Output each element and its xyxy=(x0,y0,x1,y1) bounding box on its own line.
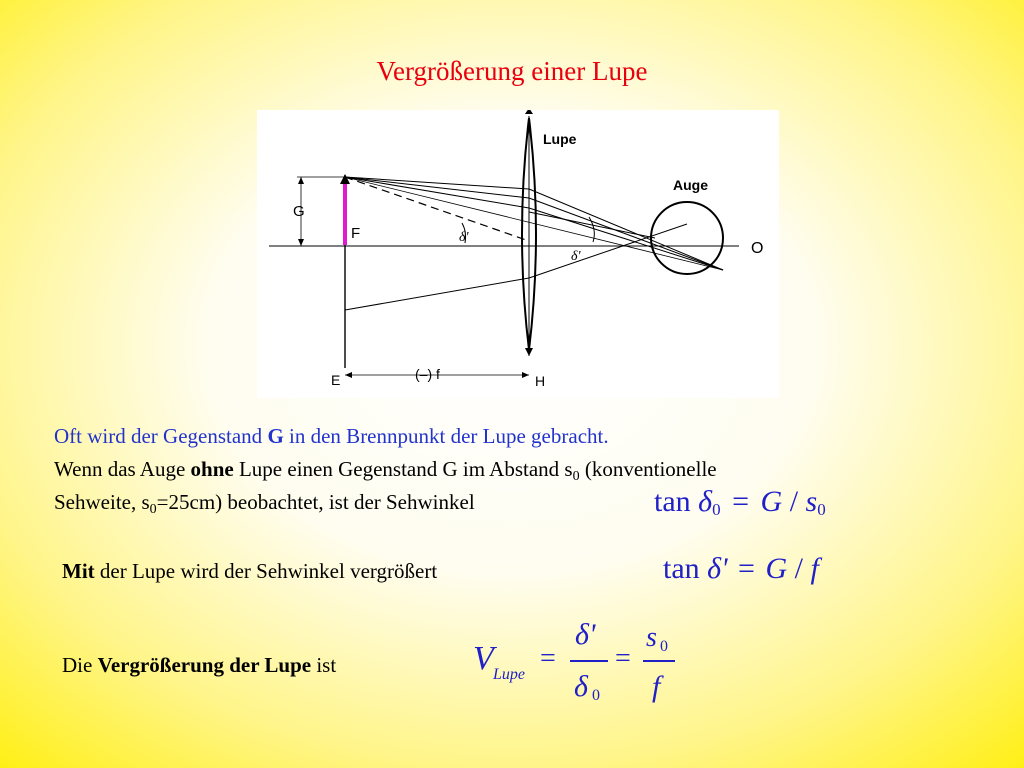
f1-s: s xyxy=(805,485,818,518)
label-g: G xyxy=(293,203,305,220)
f1-delta-sub: 0 xyxy=(712,500,721,519)
label-focal: (–) f xyxy=(415,366,440,382)
label-h: H xyxy=(535,373,546,389)
para1-text-c: in den Brennpunkt der Lupe gebracht. xyxy=(283,424,609,448)
f2-tan: tan xyxy=(663,552,700,585)
para4-text-a: Die xyxy=(62,653,98,677)
f3-v: V xyxy=(473,640,494,677)
para2-line2-sub: 0 xyxy=(149,502,157,517)
magnifier-diagram xyxy=(257,110,779,398)
para1-text-g: G xyxy=(267,424,284,448)
f3-num2: s xyxy=(646,622,657,653)
f3-frac1-bar xyxy=(570,660,608,662)
lens-bottom-arrow xyxy=(525,348,533,356)
para2-text-d: (konventionelle xyxy=(579,457,717,481)
f1-eq: = xyxy=(732,485,750,518)
f2-slash: / xyxy=(794,552,803,585)
f3-den1-sub: 0 xyxy=(592,687,600,704)
para-with-lens xyxy=(62,561,437,582)
magnifier-diagram-svg xyxy=(257,110,779,398)
para2-text-a: Wenn das Auge xyxy=(54,457,191,481)
para2-sub: 0 xyxy=(572,469,580,484)
f3-den2: f xyxy=(652,670,661,703)
para-focus-statement xyxy=(54,426,609,447)
f1-tan: tan xyxy=(654,485,691,518)
label-delta-prime-1: δ' xyxy=(459,230,469,245)
para2-line2-a: Sehweite, s xyxy=(54,490,150,514)
chief-ray-dashed xyxy=(345,177,529,241)
g-dim-arrow-top xyxy=(298,177,304,184)
f2-delta: δ' xyxy=(707,552,728,585)
slide-title: Vergrößerung einer Lupe xyxy=(376,56,648,86)
object-arrowhead xyxy=(340,174,350,184)
f3-den1: δ xyxy=(574,670,588,703)
eye-circle xyxy=(651,202,723,274)
label-o: O xyxy=(751,240,764,257)
label-delta-prime-2: δ' xyxy=(571,249,581,264)
focal-dim-arrow-right xyxy=(522,372,529,378)
para4-text-c: ist xyxy=(311,653,337,677)
f1-slash: / xyxy=(789,485,799,518)
g-dim-arrow-bottom xyxy=(298,239,304,246)
label-e: E xyxy=(331,372,341,388)
f3-num1: δ' xyxy=(575,618,596,651)
f1-s-sub: 0 xyxy=(817,500,826,519)
f1-delta: δ xyxy=(698,485,713,518)
ray-3a xyxy=(345,177,529,208)
label-auge: Auge xyxy=(673,177,708,193)
para-magnification xyxy=(62,655,336,676)
ray-through-eye xyxy=(529,212,655,238)
f3-eq1: = xyxy=(540,643,556,674)
para1-text-a: Oft wird der Gegenstand xyxy=(54,424,268,448)
para4-text-b: Vergrößerung der Lupe xyxy=(97,653,312,677)
label-lupe: Lupe xyxy=(543,131,577,147)
focal-dim-arrow-left xyxy=(345,372,352,378)
f3-v-sub: Lupe xyxy=(493,666,525,683)
formula-tan-delta0 xyxy=(654,487,826,517)
ray-3b xyxy=(529,208,723,270)
lens-top-arrow xyxy=(525,110,533,114)
f1-g: G xyxy=(760,485,783,518)
para2-text-c: Lupe einen Gegenstand G im Abstand s xyxy=(233,457,573,481)
f2-eq: = xyxy=(738,552,755,585)
f2-f: f xyxy=(810,552,819,585)
ray-bottom-a xyxy=(345,278,529,310)
f3-num2-sub: 0 xyxy=(660,638,668,655)
para3-text: der Lupe wird der Sehwinkel vergrößert xyxy=(94,559,438,583)
f2-g: G xyxy=(765,552,788,585)
f3-eq2: = xyxy=(615,643,631,674)
para3-mit: Mit xyxy=(62,559,95,583)
label-f: F xyxy=(351,225,361,242)
formula-tan-deltaprime xyxy=(663,554,819,584)
para2-line2-b: =25cm) beobachtet, ist der Sehwinkel xyxy=(156,490,475,514)
f3-frac2-bar xyxy=(643,660,675,662)
para2-text-ohne: ohne xyxy=(190,457,234,481)
para-without-lens-line1 xyxy=(54,457,717,484)
para-without-lens-line2 xyxy=(54,490,475,517)
ray-2b xyxy=(529,198,723,270)
